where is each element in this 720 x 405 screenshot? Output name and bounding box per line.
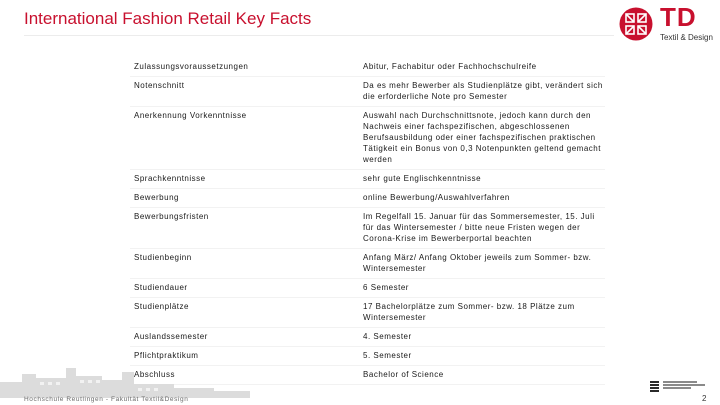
table-row (130, 170, 605, 189)
fact-label: Auslandssemester (134, 332, 208, 341)
fact-value: Da es mehr Bewerber als Studienplätze gibt, verändert sich die erforderliche Note pro Semester (363, 81, 603, 101)
fact-label: Pflichtpraktikum (134, 351, 199, 360)
fact-value: online Bewerbung/Auswahlverfahren (363, 193, 510, 202)
fact-value: Abitur, Fachabitur oder Fachhochschulreife (363, 62, 537, 71)
fact-label: Anerkennung Vorkenntnisse (134, 111, 247, 120)
table-row (130, 107, 605, 170)
fact-label: Abschluss (134, 370, 175, 379)
fact-value: Im Regelfall 15. Januar für das Sommersemester, 15. Juli für das Wintersemester / bitte neue Fristen wegen der Corona-Krise im Bewerberportal beachten (363, 212, 595, 243)
table-row (130, 189, 605, 208)
fact-value: Bachelor of Science (363, 370, 444, 379)
fact-label: Sprachkenntnisse (134, 174, 206, 183)
table-row (130, 298, 605, 328)
fact-label: Studiendauer (134, 283, 188, 292)
fact-label: Studienbeginn (134, 253, 192, 262)
table-row (130, 279, 605, 298)
footer-text: Hochschule Reutlingen - Fakultät Textil&Design (24, 396, 189, 403)
fact-value: 5. Semester (363, 351, 412, 360)
fact-value: 17 Bachelorplätze zum Sommer- bzw. 18 Plätze zum Wintersemester (363, 302, 575, 322)
logo-letters: TD (660, 2, 697, 32)
table-row (130, 208, 605, 249)
fact-label: Studienplätze (134, 302, 189, 311)
td-logo-mark-icon (618, 6, 654, 42)
campus-skyline-icon (0, 360, 250, 398)
page-number: 2 (702, 394, 707, 403)
fact-value: Auswahl nach Durchschnittsnote, jedoch kann durch den Nachweis einer fachspezifischen, abgeschlossenen Berufsausbildung oder einer fachspezifischen praktischen Tätigkeit ein Bonus von 0,3 Notenpunkten geltend gemacht werden (363, 111, 601, 164)
logo-subtitle: Textil & Design (660, 33, 713, 42)
fact-label: Notenschnitt (134, 81, 185, 90)
table-row (130, 328, 605, 347)
fact-value: sehr gute Englischkenntnisse (363, 174, 482, 183)
fact-value: 4. Semester (363, 332, 412, 341)
key-facts-table (130, 58, 605, 385)
fact-label: Bewerbungsfristen (134, 212, 209, 221)
table-row (130, 77, 605, 107)
fact-value: Anfang März/ Anfang Oktober jeweils zum Sommer- bzw. Wintersemester (363, 253, 592, 273)
table-row (130, 249, 605, 279)
page-title: International Fashion Retail Key Facts (24, 9, 312, 28)
fact-label: Bewerbung (134, 193, 179, 202)
fact-value: 6 Semester (363, 283, 409, 292)
td-logo (618, 2, 718, 46)
table-row (130, 58, 605, 77)
fact-label: Zulassungsvoraussetzungen (134, 62, 249, 71)
title-divider (24, 35, 614, 36)
university-logo-icon (650, 381, 712, 393)
